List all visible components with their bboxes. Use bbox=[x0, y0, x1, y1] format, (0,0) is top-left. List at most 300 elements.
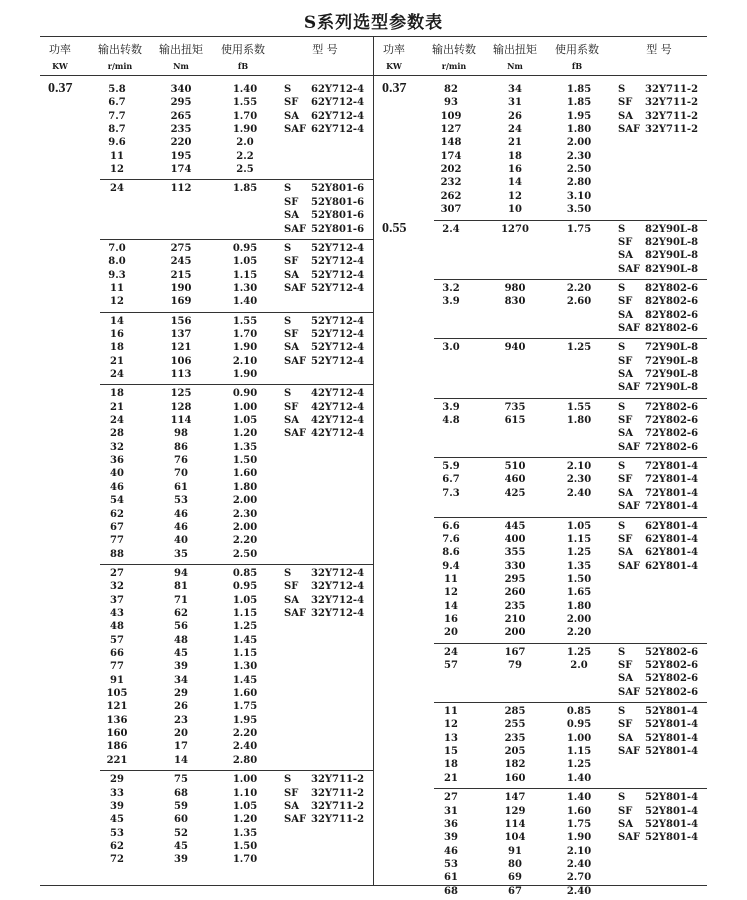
model-type: S bbox=[618, 84, 626, 95]
header-power: 功率 bbox=[49, 43, 71, 56]
torque-cell: 112 bbox=[170, 183, 192, 195]
factor-cell: 2.10 bbox=[232, 355, 258, 367]
torque-cell: 114 bbox=[504, 818, 526, 830]
factor-cell: 1.40 bbox=[566, 792, 592, 804]
factor-cell: 1.00 bbox=[232, 774, 258, 786]
model-type: S bbox=[618, 520, 626, 532]
model-code: 62Y712-4 bbox=[311, 124, 365, 136]
torque-cell: 235 bbox=[504, 732, 526, 744]
table-row bbox=[40, 295, 373, 308]
model-type: SA bbox=[618, 547, 633, 559]
factor-cell: 1.85 bbox=[566, 84, 592, 95]
speed-cell: 4.8 bbox=[442, 415, 460, 427]
torque-cell: 12 bbox=[508, 190, 522, 202]
model-code: 42Y712-4 bbox=[311, 415, 365, 427]
factor-cell: 1.70 bbox=[232, 328, 258, 340]
model-cell bbox=[284, 607, 364, 620]
table-row bbox=[374, 586, 707, 599]
speed-cell: 3.9 bbox=[442, 401, 460, 413]
model-cell bbox=[284, 242, 364, 255]
torque-cell: 205 bbox=[504, 746, 526, 758]
torque-cell: 220 bbox=[170, 137, 192, 149]
table-row bbox=[374, 414, 707, 427]
model-cell bbox=[284, 83, 364, 96]
model-code: 52Y801-4 bbox=[645, 805, 699, 817]
table-row bbox=[40, 209, 373, 222]
model-code: 32Y711-2 bbox=[311, 800, 365, 812]
factor-cell: 1.60 bbox=[232, 468, 258, 480]
table-row bbox=[374, 718, 707, 731]
model-code: 52Y801-4 bbox=[645, 746, 699, 758]
model-cell bbox=[284, 773, 364, 786]
torque-cell: 46 bbox=[174, 521, 188, 533]
torque-cell: 182 bbox=[504, 759, 526, 771]
table-row bbox=[374, 110, 707, 123]
speed-cell: 5.8 bbox=[108, 84, 126, 95]
model-type: S bbox=[284, 84, 292, 95]
factor-cell: 1.15 bbox=[232, 269, 258, 281]
speed-cell: 9.6 bbox=[108, 137, 126, 149]
speed-cell: 72 bbox=[110, 854, 124, 866]
torque-cell: 75 bbox=[174, 774, 188, 786]
factor-cell: 1.75 bbox=[566, 818, 592, 830]
torque-cell: 45 bbox=[174, 840, 188, 852]
speed-cell: 105 bbox=[106, 688, 128, 700]
table-group bbox=[434, 517, 707, 519]
model-type: SAF bbox=[618, 501, 641, 513]
model-type: S bbox=[618, 223, 626, 235]
table-row bbox=[374, 355, 707, 368]
table-row bbox=[374, 249, 707, 262]
model-cell bbox=[618, 560, 698, 573]
model-cell bbox=[618, 368, 698, 381]
torque-cell: 275 bbox=[170, 242, 192, 254]
model-type: S bbox=[284, 567, 292, 579]
factor-cell: 0.95 bbox=[232, 242, 258, 254]
table-row bbox=[374, 176, 707, 189]
table-row bbox=[40, 660, 373, 673]
model-code: 82Y90L-8 bbox=[645, 236, 699, 248]
speed-cell: 77 bbox=[110, 661, 124, 673]
factor-cell: 1.70 bbox=[232, 854, 258, 866]
torque-cell: 48 bbox=[174, 634, 188, 646]
selection-table bbox=[40, 36, 707, 897]
model-type: S bbox=[284, 315, 292, 327]
speed-cell: 62 bbox=[110, 508, 124, 520]
speed-cell: 262 bbox=[440, 190, 462, 202]
torque-cell: 59 bbox=[174, 800, 188, 812]
table-row bbox=[40, 687, 373, 700]
model-cell bbox=[284, 209, 364, 222]
table-row bbox=[374, 533, 707, 546]
torque-cell: 355 bbox=[504, 547, 526, 559]
model-type: SA bbox=[618, 673, 633, 685]
model-code: 52Y712-4 bbox=[311, 355, 365, 367]
speed-cell: 32 bbox=[110, 441, 124, 453]
factor-cell: 1.30 bbox=[232, 282, 258, 294]
model-code: 52Y801-4 bbox=[645, 832, 699, 844]
speed-cell: 61 bbox=[444, 872, 458, 884]
torque-cell: 56 bbox=[174, 621, 188, 633]
torque-cell: 31 bbox=[508, 97, 522, 109]
model-cell bbox=[618, 282, 698, 295]
torque-cell: 76 bbox=[174, 455, 188, 467]
table-group bbox=[434, 279, 707, 281]
model-code: 52Y801-4 bbox=[645, 719, 699, 731]
factor-cell: 2.30 bbox=[232, 508, 258, 520]
table-row bbox=[374, 96, 707, 109]
torque-cell: 128 bbox=[170, 401, 192, 413]
torque-cell: 17 bbox=[174, 741, 188, 753]
factor-cell: 1.00 bbox=[566, 732, 592, 744]
speed-cell: 3.2 bbox=[442, 282, 460, 294]
table-row bbox=[374, 871, 707, 884]
model-cell bbox=[618, 96, 698, 109]
table-row bbox=[374, 500, 707, 513]
speed-cell: 6.7 bbox=[108, 97, 126, 109]
model-cell bbox=[284, 341, 364, 354]
speed-cell: 27 bbox=[110, 567, 124, 579]
model-type: S bbox=[618, 342, 626, 354]
factor-cell: 2.20 bbox=[566, 627, 592, 639]
model-code: 52Y801-4 bbox=[645, 706, 699, 718]
factor-cell: 2.40 bbox=[232, 741, 258, 753]
table-row bbox=[374, 613, 707, 626]
torque-cell: 195 bbox=[170, 150, 192, 162]
table-row bbox=[374, 83, 707, 96]
model-code: 52Y802-6 bbox=[645, 686, 699, 698]
factor-cell: 1.90 bbox=[566, 832, 592, 844]
header-model: 型 号 bbox=[312, 43, 338, 56]
factor-cell: 2.40 bbox=[566, 487, 592, 499]
factor-cell: 1.25 bbox=[566, 759, 592, 771]
model-cell bbox=[284, 580, 364, 593]
factor-cell: 1.25 bbox=[566, 547, 592, 559]
table-row bbox=[40, 255, 373, 268]
torque-cell: 295 bbox=[170, 97, 192, 109]
model-code: 52Y712-4 bbox=[311, 242, 365, 254]
model-code: 52Y802-6 bbox=[645, 646, 699, 658]
torque-cell: 735 bbox=[504, 401, 526, 413]
model-cell bbox=[618, 473, 698, 486]
speed-cell: 7.0 bbox=[108, 242, 126, 254]
model-type: S bbox=[618, 706, 626, 718]
table-row bbox=[40, 548, 373, 561]
torque-cell: 425 bbox=[504, 487, 526, 499]
factor-cell: 2.00 bbox=[566, 613, 592, 625]
model-cell bbox=[284, 414, 364, 427]
torque-cell: 106 bbox=[170, 355, 192, 367]
model-cell bbox=[284, 427, 364, 440]
model-cell bbox=[284, 567, 364, 580]
table-group bbox=[100, 384, 373, 386]
model-cell bbox=[284, 315, 364, 328]
table-row bbox=[40, 740, 373, 753]
torque-cell: 265 bbox=[170, 110, 192, 122]
factor-cell: 2.10 bbox=[566, 461, 592, 473]
table-group bbox=[100, 312, 373, 314]
right-table-half bbox=[374, 36, 707, 897]
torque-cell: 190 bbox=[170, 282, 192, 294]
model-type: SAF bbox=[618, 322, 641, 334]
model-code: 42Y712-4 bbox=[311, 428, 365, 440]
header-speed: 输出转数 bbox=[432, 43, 476, 56]
model-code: 72Y802-6 bbox=[645, 401, 699, 413]
factor-cell: 1.35 bbox=[566, 560, 592, 572]
torque-cell: 260 bbox=[504, 587, 526, 599]
speed-cell: 8.0 bbox=[108, 256, 126, 268]
model-type: SA bbox=[618, 309, 633, 321]
factor-cell: 2.2 bbox=[236, 150, 254, 162]
torque-cell: 830 bbox=[504, 296, 526, 308]
torque-cell: 26 bbox=[508, 110, 522, 122]
model-code: 52Y801-4 bbox=[645, 732, 699, 744]
table-row bbox=[40, 163, 373, 176]
table-row bbox=[374, 626, 707, 639]
factor-cell: 1.75 bbox=[232, 701, 258, 713]
speed-cell: 160 bbox=[106, 728, 128, 740]
model-cell bbox=[618, 745, 698, 758]
model-type: SAF bbox=[284, 124, 307, 136]
torque-cell: 14 bbox=[508, 177, 522, 189]
table-row bbox=[40, 182, 373, 195]
torque-cell: 26 bbox=[174, 701, 188, 713]
table-row bbox=[374, 672, 707, 685]
speed-cell: 174 bbox=[440, 150, 462, 162]
model-code: 62Y801-4 bbox=[645, 547, 699, 559]
model-code: 72Y802-6 bbox=[645, 428, 699, 440]
model-type: SF bbox=[618, 97, 633, 109]
torque-cell: 23 bbox=[174, 714, 188, 726]
factor-cell: 1.05 bbox=[566, 520, 592, 532]
torque-cell: 330 bbox=[504, 560, 526, 572]
model-code: 32Y712-4 bbox=[311, 594, 365, 606]
model-type: S bbox=[618, 401, 626, 413]
model-cell bbox=[284, 387, 364, 400]
factor-cell: 3.50 bbox=[566, 204, 592, 216]
table-row bbox=[40, 454, 373, 467]
torque-cell: 510 bbox=[504, 461, 526, 473]
header-factor-unit: fB bbox=[237, 61, 249, 71]
model-cell bbox=[284, 255, 364, 268]
torque-cell: 14 bbox=[174, 754, 188, 766]
factor-cell: 1.45 bbox=[232, 634, 258, 646]
factor-cell: 1.15 bbox=[566, 533, 592, 545]
table-row bbox=[40, 123, 373, 136]
torque-cell: 35 bbox=[174, 548, 188, 560]
table-row bbox=[40, 567, 373, 580]
speed-cell: 3.9 bbox=[442, 296, 460, 308]
model-cell bbox=[284, 594, 364, 607]
model-cell bbox=[618, 659, 698, 672]
model-cell bbox=[618, 718, 698, 731]
torque-cell: 24 bbox=[508, 124, 522, 136]
table-row bbox=[40, 727, 373, 740]
speed-cell: 11 bbox=[110, 282, 124, 294]
table-row bbox=[374, 295, 707, 308]
model-code: 32Y711-2 bbox=[311, 814, 365, 826]
model-code: 32Y711-2 bbox=[645, 97, 699, 109]
model-code: 32Y712-4 bbox=[311, 567, 365, 579]
torque-cell: 104 bbox=[504, 832, 526, 844]
speed-cell: 16 bbox=[444, 613, 458, 625]
torque-cell: 79 bbox=[508, 660, 522, 671]
factor-cell: 2.20 bbox=[566, 282, 592, 294]
speed-cell: 14 bbox=[444, 600, 458, 612]
torque-cell: 295 bbox=[504, 573, 526, 585]
factor-cell: 2.20 bbox=[232, 535, 258, 547]
factor-cell: 1.05 bbox=[232, 415, 258, 427]
model-type: S bbox=[618, 792, 626, 804]
table-row bbox=[374, 791, 707, 804]
model-code: 52Y712-4 bbox=[311, 342, 365, 354]
speed-cell: 53 bbox=[444, 858, 458, 870]
speed-cell: 11 bbox=[444, 706, 458, 718]
model-type: SAF bbox=[618, 382, 641, 394]
model-code: 72Y90L-8 bbox=[645, 382, 699, 394]
factor-cell: 1.15 bbox=[232, 607, 258, 619]
table-row bbox=[374, 646, 707, 659]
model-type: SA bbox=[284, 210, 299, 222]
table-row bbox=[40, 269, 373, 282]
factor-cell: 1.60 bbox=[232, 688, 258, 700]
factor-cell: 1.05 bbox=[232, 800, 258, 812]
factor-cell: 1.85 bbox=[232, 183, 258, 195]
header-model: 型 号 bbox=[646, 43, 672, 56]
model-code: 72Y90L-8 bbox=[645, 369, 699, 380]
speed-cell: 21 bbox=[110, 401, 124, 413]
factor-cell: 2.80 bbox=[232, 754, 258, 766]
torque-cell: 71 bbox=[174, 594, 188, 606]
table-row bbox=[40, 580, 373, 593]
torque-cell: 340 bbox=[170, 84, 192, 95]
model-type: SF bbox=[284, 581, 299, 593]
factor-cell: 1.60 bbox=[566, 805, 592, 817]
model-cell bbox=[618, 381, 698, 394]
model-code: 42Y712-4 bbox=[311, 388, 365, 400]
speed-cell: 186 bbox=[106, 741, 128, 753]
table-row bbox=[40, 368, 373, 381]
model-cell bbox=[284, 123, 364, 136]
torque-cell: 113 bbox=[170, 369, 192, 380]
factor-cell: 1.55 bbox=[232, 315, 258, 327]
speed-cell: 21 bbox=[110, 355, 124, 367]
table-row bbox=[374, 560, 707, 573]
factor-cell: 1.50 bbox=[232, 840, 258, 852]
speed-cell: 7.6 bbox=[442, 533, 460, 545]
factor-cell: 2.10 bbox=[566, 845, 592, 857]
torque-cell: 980 bbox=[504, 282, 526, 294]
model-code: 52Y801-6 bbox=[311, 223, 365, 235]
torque-cell: 52 bbox=[174, 827, 188, 839]
speed-cell: 33 bbox=[110, 787, 124, 799]
header-power-unit: KW bbox=[52, 61, 68, 71]
table-row bbox=[374, 546, 707, 559]
model-type: SA bbox=[618, 369, 633, 380]
model-cell bbox=[618, 732, 698, 745]
table-group bbox=[100, 564, 373, 566]
left-header-rule bbox=[40, 75, 373, 76]
speed-cell: 18 bbox=[110, 388, 124, 400]
speed-cell: 5.9 bbox=[442, 461, 460, 473]
factor-cell: 1.95 bbox=[232, 714, 258, 726]
table-group bbox=[434, 220, 707, 222]
header-torque-unit: Nm bbox=[507, 61, 523, 71]
torque-cell: 40 bbox=[174, 535, 188, 547]
model-code: 32Y711-2 bbox=[645, 124, 699, 136]
model-type: SF bbox=[618, 660, 633, 671]
torque-cell: 285 bbox=[504, 706, 526, 718]
speed-cell: 18 bbox=[110, 342, 124, 354]
table-row bbox=[40, 223, 373, 236]
model-cell bbox=[618, 646, 698, 659]
speed-cell: 46 bbox=[444, 845, 458, 857]
table-row bbox=[40, 414, 373, 427]
table-row bbox=[40, 242, 373, 255]
model-cell bbox=[618, 249, 698, 262]
speed-cell: 232 bbox=[440, 177, 462, 189]
model-cell bbox=[618, 546, 698, 559]
model-code: 32Y711-2 bbox=[311, 774, 365, 786]
table-group bbox=[434, 643, 707, 645]
torque-cell: 21 bbox=[508, 137, 522, 149]
right-header bbox=[374, 39, 707, 75]
table-row bbox=[40, 647, 373, 660]
model-type: SF bbox=[284, 401, 299, 413]
model-type: SAF bbox=[284, 607, 307, 619]
table-group bbox=[100, 239, 373, 241]
model-type: SA bbox=[284, 110, 299, 122]
table-row bbox=[374, 473, 707, 486]
torque-cell: 16 bbox=[508, 164, 522, 176]
torque-cell: 86 bbox=[174, 441, 188, 453]
factor-cell: 0.85 bbox=[232, 567, 258, 579]
torque-cell: 45 bbox=[174, 648, 188, 659]
speed-cell: 12 bbox=[444, 587, 458, 599]
table-row bbox=[40, 401, 373, 414]
model-type: SF bbox=[618, 415, 633, 427]
model-cell bbox=[618, 686, 698, 699]
table-row bbox=[40, 840, 373, 853]
factor-cell: 1.25 bbox=[566, 342, 592, 354]
model-type: SF bbox=[284, 787, 299, 799]
speed-cell: 28 bbox=[110, 428, 124, 440]
torque-cell: 69 bbox=[508, 872, 522, 884]
model-code: 52Y712-4 bbox=[311, 282, 365, 294]
speed-cell: 121 bbox=[106, 701, 128, 713]
model-cell bbox=[284, 813, 364, 826]
torque-cell: 18 bbox=[508, 150, 522, 162]
model-code: 82Y802-6 bbox=[645, 282, 699, 294]
model-type: SF bbox=[618, 236, 633, 248]
table-group bbox=[434, 398, 707, 400]
table-row bbox=[40, 494, 373, 507]
table-row bbox=[40, 787, 373, 800]
model-type: SA bbox=[618, 732, 633, 744]
speed-cell: 53 bbox=[110, 827, 124, 839]
factor-cell: 1.40 bbox=[232, 296, 258, 308]
speed-cell: 202 bbox=[440, 164, 462, 176]
table-row bbox=[374, 341, 707, 354]
speed-cell: 16 bbox=[110, 328, 124, 340]
model-code: 52Y801-6 bbox=[311, 210, 365, 222]
model-cell bbox=[284, 787, 364, 800]
torque-cell: 10 bbox=[508, 204, 522, 216]
factor-cell: 1.55 bbox=[232, 97, 258, 109]
table-row bbox=[40, 773, 373, 786]
factor-cell: 1.30 bbox=[232, 661, 258, 673]
model-type: SAF bbox=[284, 814, 307, 826]
